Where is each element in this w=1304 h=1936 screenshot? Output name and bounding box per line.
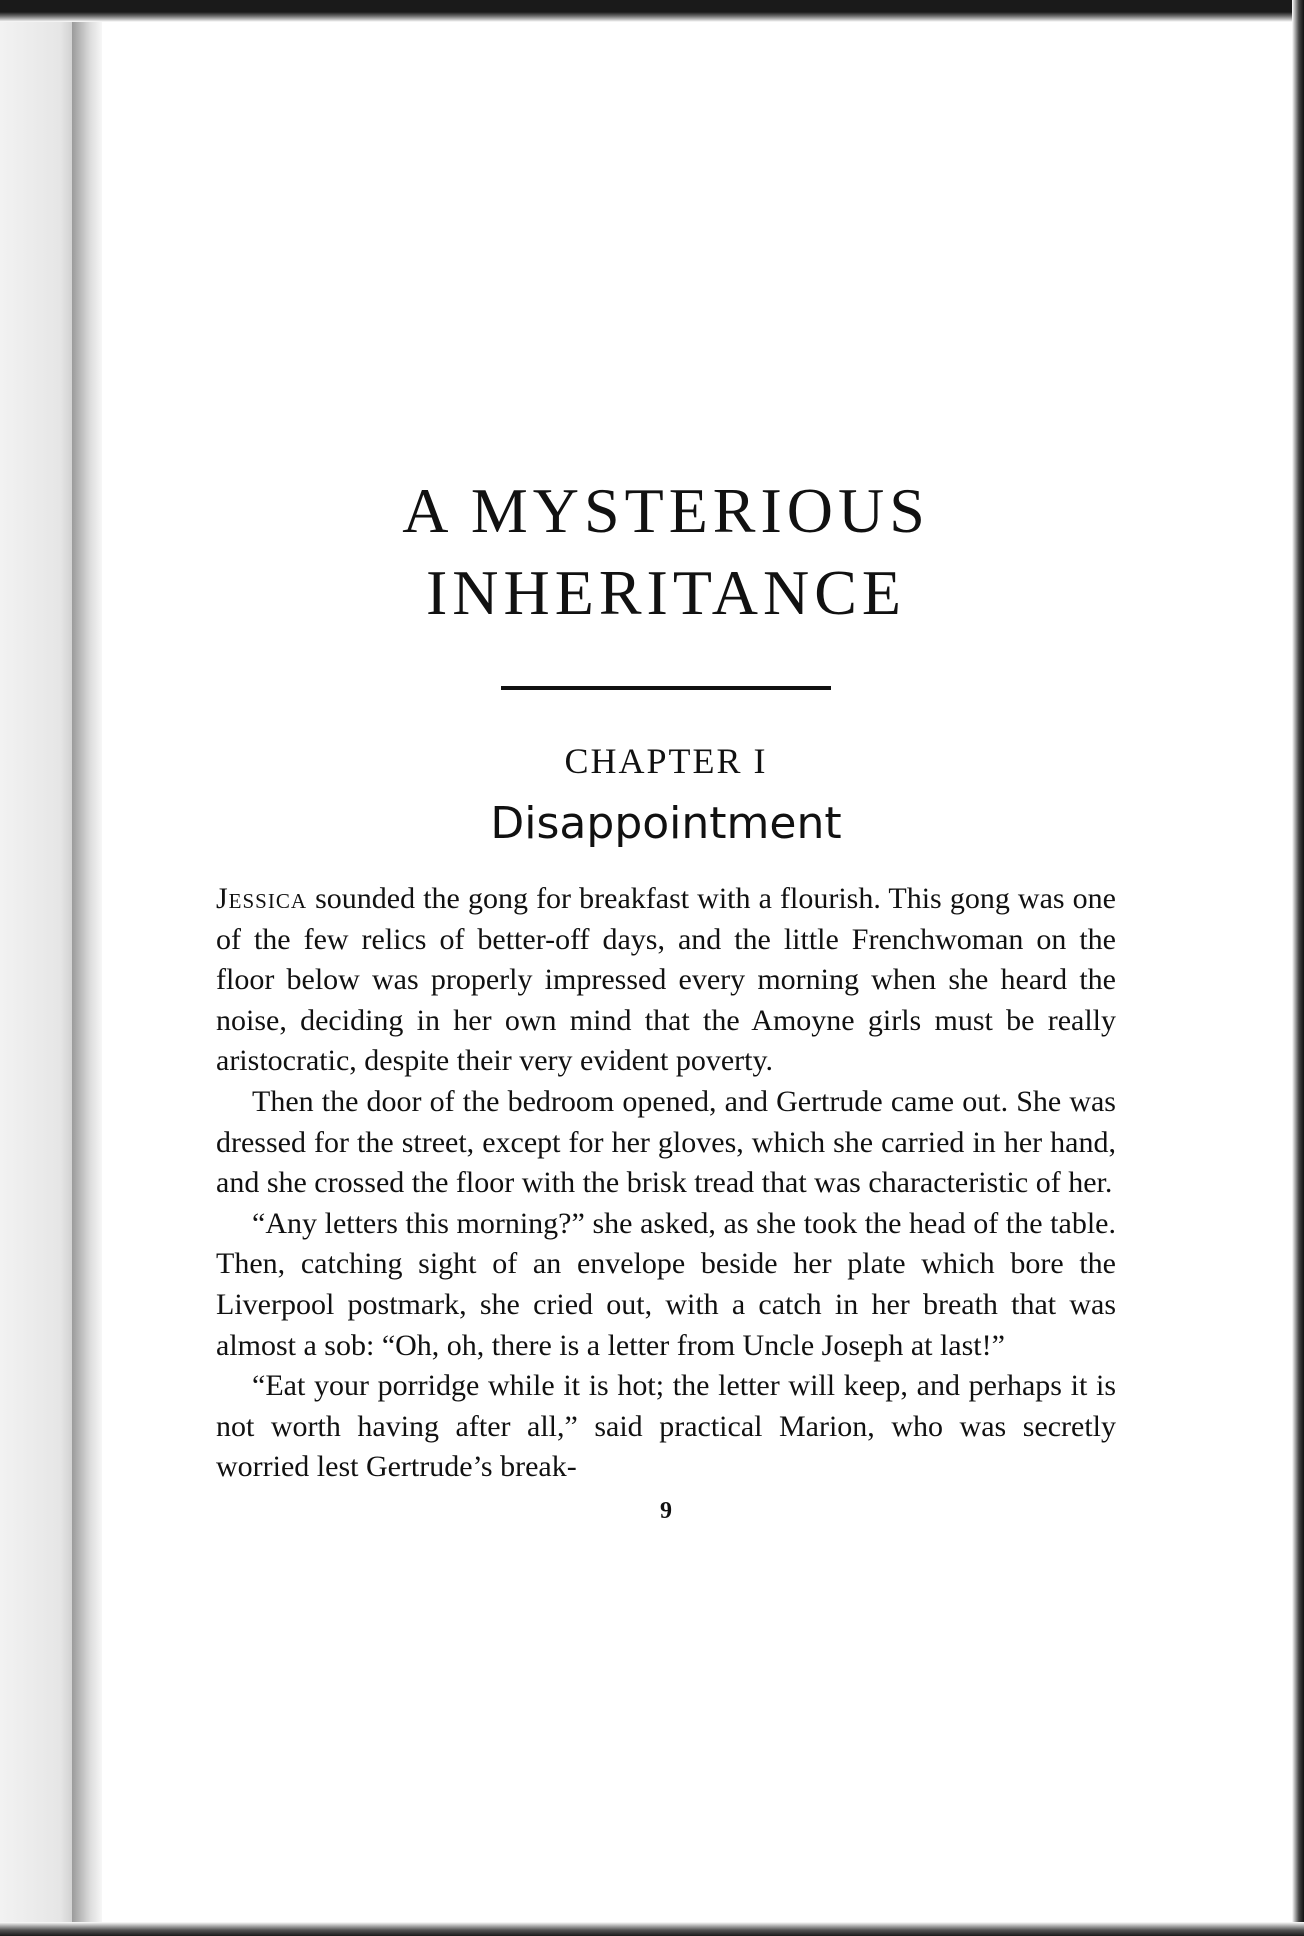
paragraph-2: Then the door of the bedroom opened, and Gertrude came out. She was dressed for the street, except for her gloves, which she carried in her hand, and she crossed the floor with the brisk tread that was characteristic of her.	[216, 1084, 1116, 1200]
facing-page-edge	[0, 0, 72, 1936]
paragraph-lead-word: Jessica	[216, 882, 308, 915]
chapter-number: CHAPTER I	[564, 741, 768, 781]
book-page	[102, 22, 1292, 1922]
paragraph-1-text: sounded the gong for breakfast with a flourish. This gong was one of the few relics of better-off days, and the little Frenchwoman on the floor below was properly impressed every morning when she heard the noise, deciding in her own mind that the Amoyne girls must be really aristocratic, despite their very evident poverty.	[216, 882, 1116, 1078]
paragraph-4: “Eat your porridge while it is hot; the letter will keep, and perhaps it is not worth having after all,” said practical Marion, who was secretly worried lest Gertrude’s break-	[216, 1369, 1116, 1484]
title-rule	[501, 686, 831, 690]
book-title-line-2: INHERITANCE	[425, 557, 907, 628]
book-title	[216, 470, 1116, 634]
scan-top-border	[0, 0, 1304, 22]
page-content	[216, 470, 1116, 1525]
scan-right-border	[1292, 0, 1304, 1936]
chapter-title: Disappointment	[490, 798, 842, 849]
book-title-line-1: A MYSTERIOUS	[402, 475, 930, 546]
scan-bottom-border	[0, 1922, 1304, 1936]
paragraph-3: “Any letters this morning?” she asked, as she took the head of the table. Then, catching sight of an envelope beside her plate which bore the Liverpool postmark, she cried out, with a catch in her breath that was almost a sob: “Oh, oh, there is a letter from Uncle Joseph at last!”	[216, 1206, 1116, 1362]
paragraph-1	[216, 879, 1116, 1082]
page-number: 9	[660, 1497, 672, 1524]
book-gutter	[72, 14, 102, 1924]
